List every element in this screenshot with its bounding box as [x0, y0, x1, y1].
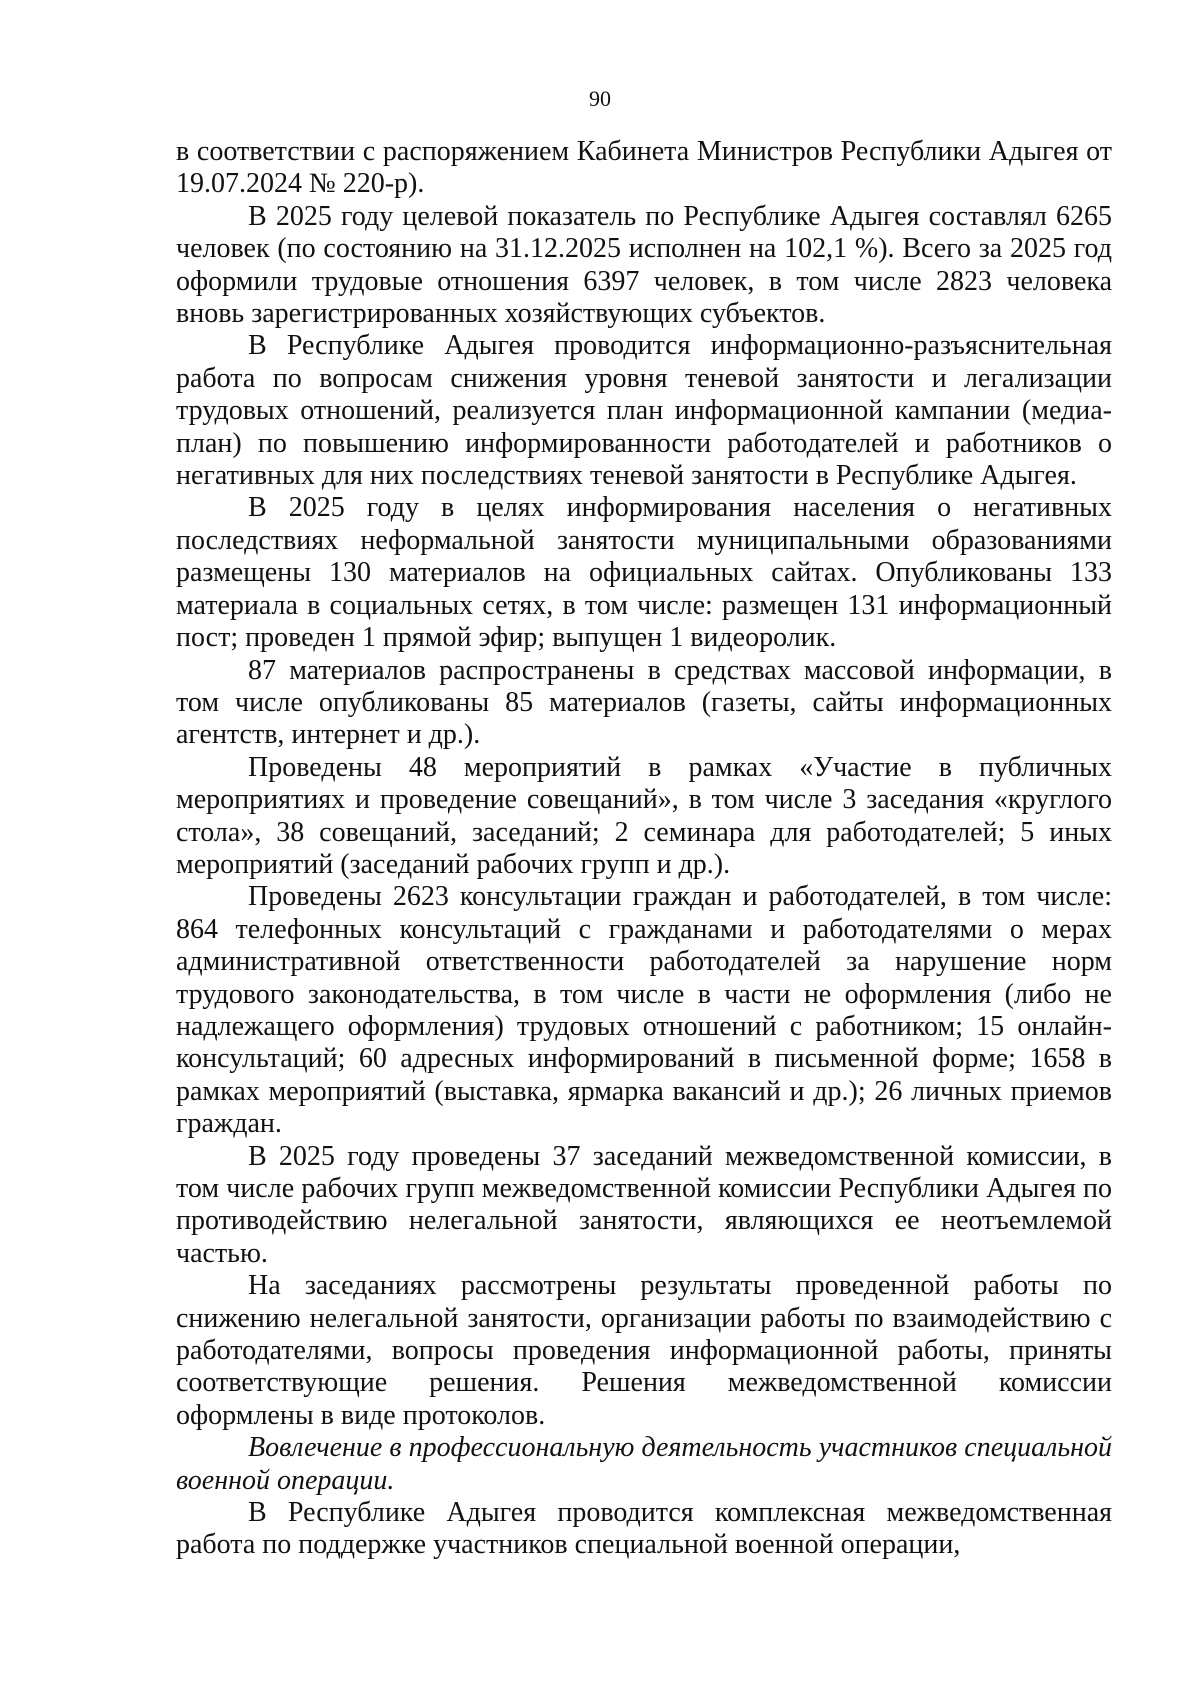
page-number: 90 [589, 86, 611, 111]
paragraph-municipal-materials: В 2025 году в целях информирования населения о негативных последствиях неформальной занятости муниципальными образованиями размещены 130 материалов на официальных сайтах. Опубликованы 133 материала в социальных сетях, в том числе: размещен 131 информационный пост; проведен 1 прямой эфир; выпущен 1 видеоролик. [176, 492, 1112, 654]
paragraph-meeting-results: На заседаниях рассмотрены результаты проведенной работы по снижению нелегальной занятости, организации работы по взаимодействию с работодателями, вопросы проведения информационной работы, приняты соответствующие решения. Решения межведомственной комиссии оформлены в виде протоколов. [176, 1270, 1112, 1431]
paragraph-continuation: в соответствии с распоряжением Кабинета Министров Республики Адыгея от 19.07.2024 № 220-р). [176, 136, 1112, 200]
paragraph-commission-meetings: В 2025 году проведены 37 заседаний межведомственной комиссии, в том числе рабочих групп межведомственной комиссии Республики Адыгея по противодействию нелегальной занятости, являющихся ее неотъемлемой частью. [176, 1140, 1112, 1269]
section-heading-svo-participants: Вовлечение в профессиональную деятельность участников специальной военной операции. [176, 1432, 1112, 1496]
paragraph-consultations: Проведены 2623 консультации граждан и работодателей, в том числе: 864 телефонных консультаций с гражданами и работодателями о мерах административной ответственности работодателей за нарушение норм трудового законодательства, в том числе в части не оформления (либо не надлежащего оформления) трудовых отношений с работником; 15 онлайн-консультаций; 60 адресных информирований в письменной форме; 1658 в рамках мероприятий (выставка, ярмарка вакансий и др.); 26 личных приемов граждан. [176, 881, 1112, 1140]
paragraph-svo-support: В Республике Адыгея проводится комплексная межведомственная работа по поддержке участников специальной военной операции, [176, 1497, 1112, 1561]
paragraph-target-indicator: В 2025 году целевой показатель по Республике Адыгея составлял 6265 человек (по состоянию на 31.12.2025 исполнен на 102,1 %). Всего за 2025 год оформили трудовые отношения 6397 человек, в том числе 2823 человека вновь зарегистрированных хозяйствующих субъектов. [176, 200, 1112, 330]
paragraph-media-materials: 87 материалов распространены в средствах массовой информации, в том числе опубликованы 85 материалов (газеты, сайты информационных агентств, интернет и др.). [176, 654, 1112, 751]
paragraph-public-events: Проведены 48 мероприятий в рамках «Участие в публичных мероприятиях и проведение совещаний», в том числе 3 заседания «круглого стола», 38 совещаний, заседаний; 2 семинара для работодателей; 5 иных мероприятий (заседаний рабочих групп и др.). [176, 751, 1112, 880]
paragraph-information-work: В Республике Адыгея проводится информационно-разъяснительная работа по вопросам снижения уровня теневой занятости и легализации трудовых отношений, реализуется план информационной кампании (медиа-план) по повышению информированности работодателей и работников о негативных для них последствиях теневой занятости в Республике Адыгея. [176, 330, 1112, 492]
document-body [176, 136, 1112, 1562]
